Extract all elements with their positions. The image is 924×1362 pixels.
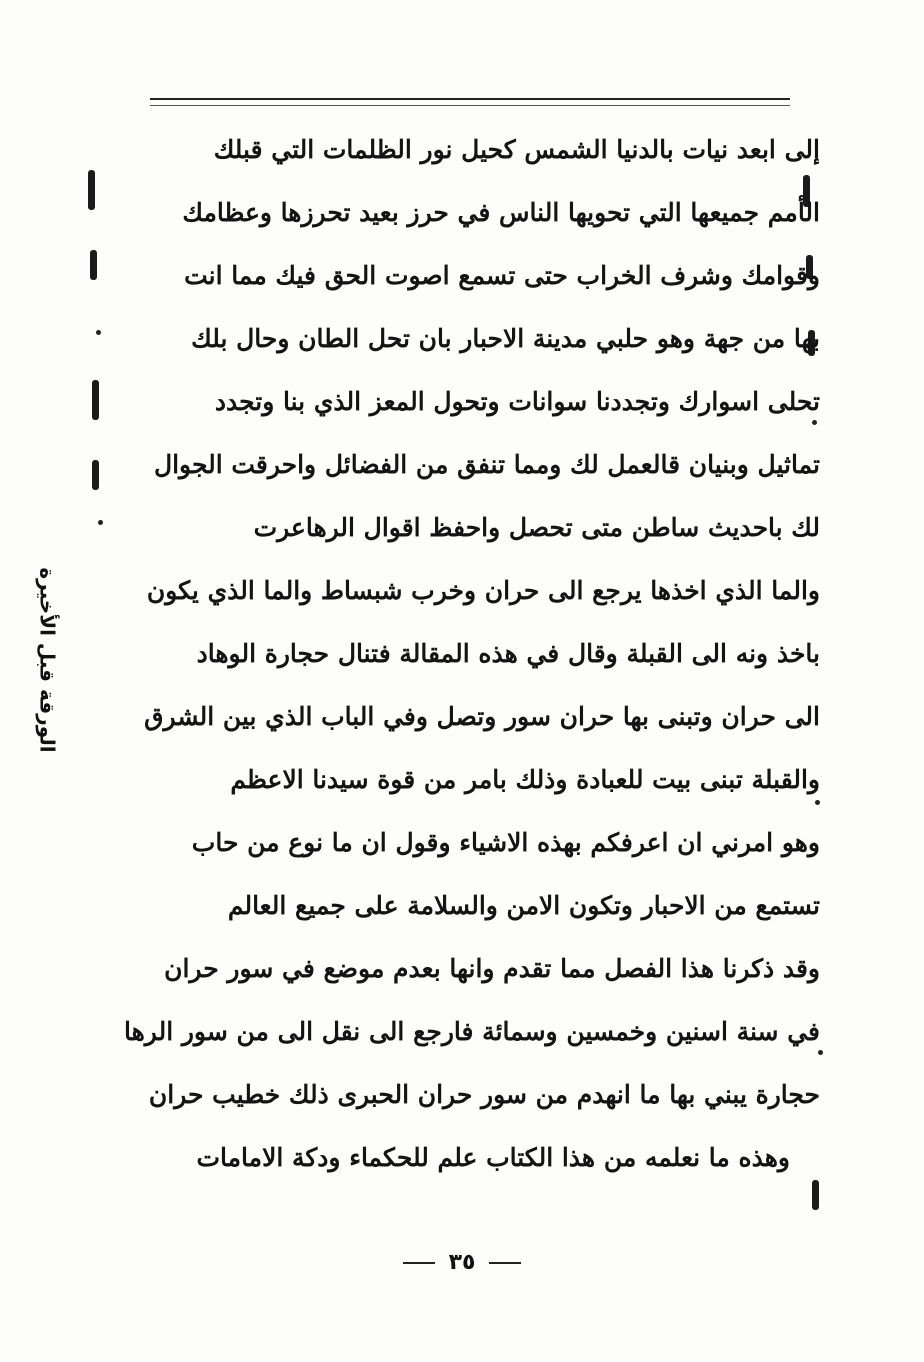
text-line: وقوامك وشرف الخراب حتى تسمع اصوت الحق فيك مما انت bbox=[184, 261, 820, 290]
text-line: والقبلة تبنى بيت للعبادة وذلك بامر من قوة سيدنا الاعظم bbox=[230, 765, 820, 794]
text-line: تستمع من الاحبار وتكون الامن والسلامة على جميع العالم bbox=[227, 891, 820, 920]
side-caption bbox=[18, 560, 78, 760]
top-rule bbox=[150, 98, 790, 106]
page-number-dash bbox=[489, 1262, 521, 1264]
text-line: الأمم جميعها التي تحويها الناس في حرز بعيد تحرزها وعظامك bbox=[182, 198, 820, 227]
text-line: بها من جهة وهو حلبي مدينة الاحبار بان تحل الطان وحال بلك bbox=[191, 324, 820, 353]
margin-mark bbox=[88, 170, 95, 210]
text-line: باخذ ونه الى القبلة وقال في هذه المقالة فتنال حجارة الوهاد bbox=[196, 639, 820, 668]
text-line: تحلى اسوارك وتجددنا سوانات وتحول المعز الذي بنا وتجدد bbox=[214, 387, 820, 416]
margin-mark bbox=[90, 250, 97, 280]
page-number bbox=[0, 1250, 924, 1275]
manuscript-text-block bbox=[100, 118, 820, 1228]
text-line: حجارة يبني بها ما انهدم من سور حران الحبرى ذلك خطيب حران bbox=[148, 1080, 820, 1109]
text-line: وهو امرني ان اعرفكم بهذه الاشياء وقول ان ما نوع من حاب bbox=[191, 828, 820, 857]
margin-mark bbox=[92, 460, 99, 490]
page-number-dash bbox=[403, 1262, 435, 1264]
text-line: لك باحديث ساطن متى تحصل واحفظ اقوال الرهاعرت bbox=[253, 513, 820, 542]
margin-mark bbox=[92, 380, 99, 420]
page-number-value: ٣٥ bbox=[448, 1250, 476, 1275]
text-line: في سنة اسنين وخمسين وسمائة فارجع الى نقل الى من سور الرها bbox=[124, 1017, 820, 1046]
text-line: والما الذي اخذها يرجع الى حران وخرب شبساط والما الذي يكون bbox=[146, 576, 820, 605]
text-line: وقد ذكرنا هذا الفصل مما تقدم وانها بعدم موضع في سور حران bbox=[164, 954, 820, 983]
text-line: الى حران وتبنى بها حران سور وتصل وفي الباب الذي بين الشرق bbox=[144, 702, 820, 731]
text-line: إلى ابعد نيات بالدنيا الشمس كحيل نور الظلمات التي قبلك bbox=[213, 135, 820, 164]
text-line: تماثيل وبنيان قالعمل لك ومما تنفق من الفضائل واحرقت الجوال bbox=[153, 450, 820, 479]
side-caption-text: الورقة قبل الأخيرة bbox=[36, 567, 61, 753]
text-line: وهذه ما نعلمه من هذا الكتاب علم للحكماء ودكة الامامات bbox=[196, 1143, 790, 1172]
